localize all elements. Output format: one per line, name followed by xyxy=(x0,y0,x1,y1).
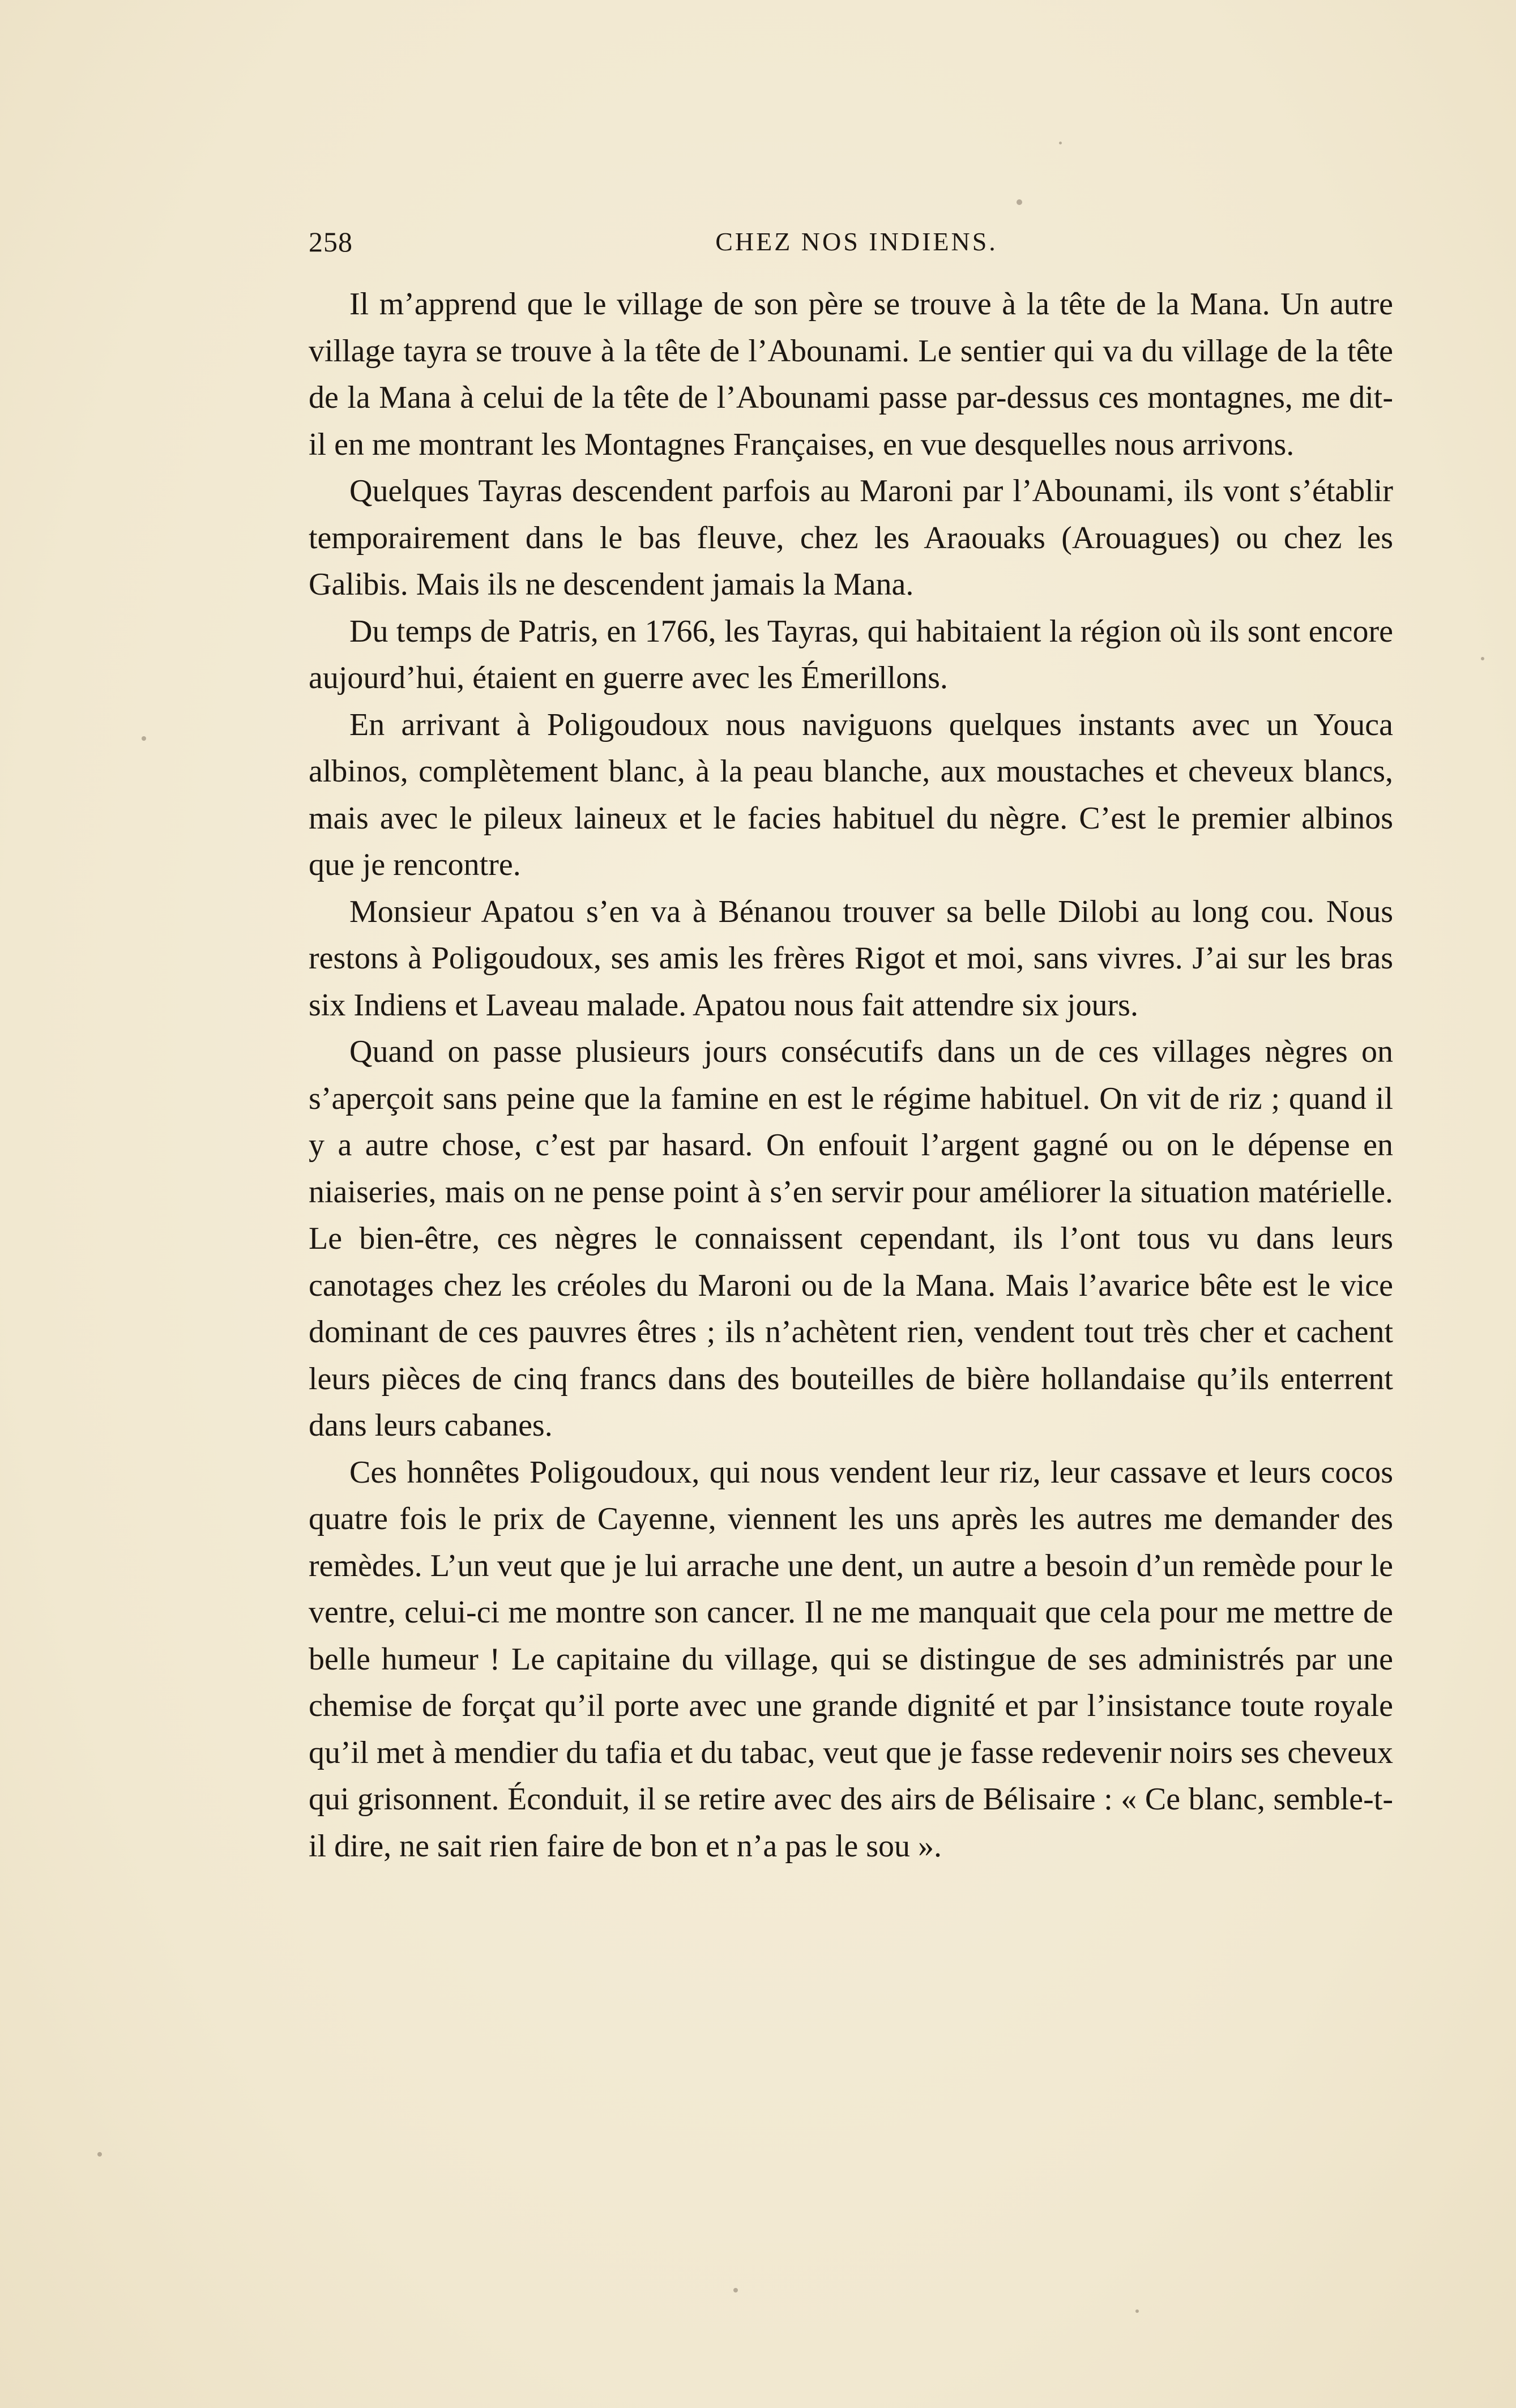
paper-speck xyxy=(1017,199,1022,205)
paper-speck xyxy=(1135,2309,1139,2313)
paragraph-2: Quelques Tayras descendent parfois au Maroni par l’Abounami, ils vont s’établir temporairement dans le bas fleuve, chez les Araouaks (Arouagues) ou chez les Galibis. Mais ils ne descendent jamais la Mana. xyxy=(309,473,1393,602)
paragraph-7: Ces honnêtes Poligoudoux, qui nous vendent leur riz, leur cassave et leurs cocos quatre fois le prix de Cayenne, viennent les uns après les autres me demander des remèdes. L’un veut que je lui arrache une dent, un autre a besoin d’un remède pour le ventre, celui-ci me montre son cancer. Il ne me manquait que cela pour me mettre de belle humeur ! Le capitaine du village, qui se distingue de ses administrés par une chemise de forçat qu’il porte avec une grande dignité et par l’insistance toute royale qu’il met à mendier du tafia et du tabac, veut que je fasse redevenir noirs ses cheveux qui grisonnent. Éconduit, il se retire avec des airs de Bélisaire : « Ce blanc, semble-t-il dire, ne sait rien faire de bon et n’a pas le sou ». xyxy=(309,1454,1393,1864)
paragraph-4: En arrivant à Poligoudoux nous naviguons quelques instants avec un Youca albinos, complètement blanc, à la peau blanche, aux moustaches et cheveux blancs, mais avec le pileux laineux et le facies habituel du nègre. C’est le premier albinos que je rencontre. xyxy=(309,707,1393,882)
page-number: 258 xyxy=(309,226,353,258)
paper-speck xyxy=(1059,142,1062,144)
paragraph-1: Il m’apprend que le village de son père se trouve à la tête de la Mana. Un autre village tayra se trouve à la tête de l’Abounami. Le sentier qui va du village de la tête de la Mana à celui de la tête de l’Abounami passe par-dessus ces montagnes, me dit-il en me montrant les Montagnes Françaises, en vue desquelles nous arrivons. xyxy=(309,287,1393,462)
paragraph-5: Monsieur Apatou s’en va à Bénanou trouver sa belle Dilobi au long cou. Nous restons à Poligoudoux, ses amis les frères Rigot et moi, sans vivres. J’ai sur les bras six Indiens et Laveau malade. Apatou nous fait attendre six jours. xyxy=(309,894,1393,1023)
paper-speck xyxy=(97,2152,102,2157)
running-title: CHEZ NOS INDIENS. xyxy=(715,227,998,256)
body-text xyxy=(309,281,1393,1869)
page-header xyxy=(309,222,1404,262)
paper-speck xyxy=(142,736,146,741)
paper-speck xyxy=(733,2288,738,2292)
paragraph-3: Du temps de Patris, en 1766, les Tayras, qui habitaient la région où ils sont encore aujourd’hui, étaient en guerre avec les Émerillons. xyxy=(309,613,1393,695)
paragraph-6: Quand on passe plusieurs jours consécutifs dans un de ces villages nègres on s’aperçoit sans peine que la famine en est le régime habituel. On vit de riz ; quand il y a autre chose, c’est par hasard. On enfouit l’argent gagné ou on le dépense en niaiseries, mais on ne pense point à s’en servir pour améliorer la situation matérielle. Le bien-être, ces nègres le connaissent cependant, ils l’ont tous vu dans leurs canotages chez les créoles du Maroni ou de la Mana. Mais l’avarice bête est le vice dominant de ces pauvres êtres ; ils n’achètent rien, vendent tout très cher et cachent leurs pièces de cinq francs dans des bouteilles de bière hollandaise qu’ils enterrent dans leurs cabanes. xyxy=(309,1034,1393,1443)
paper-speck xyxy=(1481,657,1484,660)
